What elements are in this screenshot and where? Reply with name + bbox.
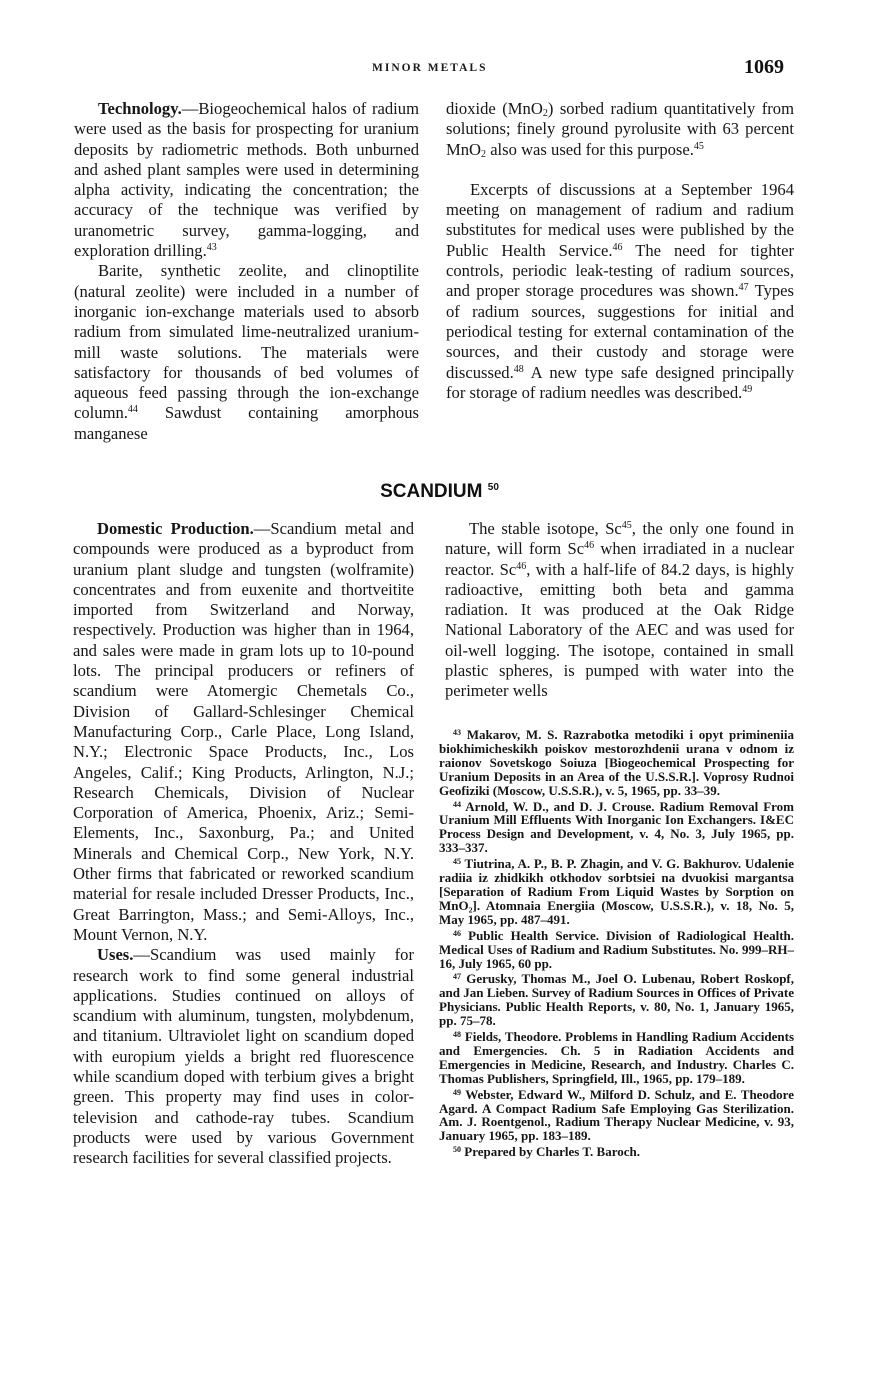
paragraph-text: Sawdust containing amorphous manganese xyxy=(74,403,419,443)
footnote-text: Makarov, M. S. Razrabotka metodiki i opyt primineniia biokhimicheskikh poiskov mestorozhdenii urana v odnom iz raionov Sovetskogo Soiuza [Biogeochemical Prospecting for Uranium Deposits in an Area of the U.S.S.R.]. Voprosy Rudnoi Geofiziki (Moscow, U.S.S.R.), v. 5, 1965, pp. 33–39. xyxy=(439,727,795,798)
top-right-column xyxy=(446,99,794,403)
footnote-number: 50 xyxy=(453,1145,461,1155)
paragraph-text: , the only one found in nature, will form Sc xyxy=(445,519,794,559)
footnote-text: Public Health Service. Division of Radiological Health. Medical Uses of Radium and Radium Substitutes. No. 999–RH–16, July 1965, 60 pp. xyxy=(439,927,795,971)
footnote-ref: 46 xyxy=(612,241,623,253)
footnote-ref: 47 xyxy=(738,282,749,294)
isotope-superscript: 46 xyxy=(516,560,527,572)
footnote-ref: 44 xyxy=(127,404,138,416)
footnote-text: Webster, Edward W., Milford D. Schulz, and E. Theodore Agard. A Compact Radium Safe Employing Gas Sterilization. Am. J. Roentgenol., Radium Therapy Nuclear Medicine, v. 93, January 1965, pp. 183–189. xyxy=(439,1086,794,1144)
footnote-number: 49 xyxy=(453,1087,461,1097)
paragraph-text: also was used for this purpose. xyxy=(486,139,694,159)
paragraph-domestic-production xyxy=(73,519,414,945)
paragraph-barite xyxy=(74,261,419,444)
footnote-text: Gerusky, Thomas M., Joel O. Lubenau, Robert Roskopf, and Jan Lieben. Survey of Radium Sources in Offices of Private Physicians. Public Health Reports, v. 80, No. 1, January 1965, pp. 75–78. xyxy=(439,971,795,1029)
running-head: MINOR METALS xyxy=(372,62,488,74)
footnote-text: Tiutrina, A. P., B. P. Zhagin, and V. G. Bakhurov. Udalenie radiia iz zhidkikh otkhodov sorbtsiei na dvuokisi margantsa [Separation of Radium From Liquid Wastes by Sorption on MnO₂]. Atomnaia Energiia (Moscow, U.S.S.R.), v. 18, No. 5, May 1965, pp. 487–491. xyxy=(439,856,795,927)
footnote-ref: 43 xyxy=(206,242,217,254)
footnote-ref: 48 xyxy=(513,363,524,375)
footnote-number: 45 xyxy=(453,857,461,867)
paragraph-uses xyxy=(73,945,414,1168)
footnote xyxy=(439,800,794,856)
paragraph-text: ) sorbed radium quantitatively from solutions; finely ground pyrolusite with 63 percent MnO xyxy=(446,99,795,159)
page-number: 1069 xyxy=(744,56,784,78)
footnote xyxy=(439,1030,794,1086)
paragraph-text: —Biogeochemical halos of radium were used as the basis for prospecting for uranium deposits by radiometric methods. Both unburned and ashed plant samples were used in determining alpha activity, indicating the concentration; the accuracy of the technique was verified by uranometric survey, gamma-logging, and exploration drilling. xyxy=(74,99,419,261)
paragraph-continued xyxy=(446,99,794,160)
paragraph-text: —Scandium metal and compounds were produced as a byproduct from uranium plant sludge and tungsten (wolframite) concentrates and from euxenite and thortveitite imported from Switzerland and Norway, respectively. Production was higher than in 1964, and sales were made in gram lots up to 10-pound lots. The principal producers or refiners of scandium were Atomergic Chemetals Co., Division of Gallard-Schlesinger Chemical Manufacturing Corp., Carle Place, Long Island, N.Y.; Electronic Space Products, Inc., Los Angeles, Calif.; King Products, Arlington, N.J.; Research Chemicals, Division of Nuclear Corporation of America, Phoenix, Ariz.; Semi-Elements, Inc., Saxonburg, Pa.; and United Minerals and Chemical Corp., New York, N.Y. Other firms that fabricated or reworked scandium material for resale included Dresser Products, Inc., Great Barrington, Mass.; and Semi-Alloys, Inc., Mount Vernon, N.Y. xyxy=(73,519,414,944)
footnote-number: 48 xyxy=(453,1030,461,1040)
paragraph-excerpts xyxy=(446,180,794,403)
footnote xyxy=(439,1088,794,1144)
footnote-number: 44 xyxy=(453,799,461,809)
footnote-text: Arnold, W. D., and D. J. Crouse. Radium Removal From Uranium Mill Effluents With Inorganic Ion Exchangers. I&EC Process Design and Development, v. 4, No. 3, July 1965, pp. 333–337. xyxy=(439,798,794,856)
run-in-heading-technology: Technology. xyxy=(98,99,182,118)
footnote-number: 43 xyxy=(453,728,461,737)
top-left-column xyxy=(74,99,419,444)
paragraph-text: A new type safe designed principally for storage of radium needles was described. xyxy=(446,362,794,402)
subscript: 2 xyxy=(481,148,487,160)
footnote-text: Fields, Theodore. Problems in Handling Radium Accidents and Emergencies. Ch. 5 in Radiation Accidents and Emergencies in Medicine, Research, and Industry. Charles C. Thomas Publishers, Springfield, Ill., 1965, pp. 179–189. xyxy=(439,1029,794,1086)
paragraph-text: when irradiated in a nuclear reactor. Sc xyxy=(445,539,795,579)
footnotes xyxy=(439,728,794,1161)
paragraph-text: —Scandium was used mainly for research work to find some general industrial applications. Studies continued on alloys of scandium with aluminum, tungsten, molybdenum, and titanium. Ultraviolet light on scandium doped with europium yields a bright red fluorescence while scandium doped with terbium gives a bright green. This property may find uses in color-television and cathode-ray tubes. Scandium products were used by various Government research facilities for several classified projects. xyxy=(73,945,414,1168)
footnote-number: 47 xyxy=(453,972,461,982)
footnote-text: Prepared by Charles T. Baroch. xyxy=(464,1144,640,1160)
subscript: 2 xyxy=(542,108,548,119)
run-in-heading-domestic-production: Domestic Production. xyxy=(97,519,254,538)
section-title-text: SCANDIUM xyxy=(380,481,483,502)
footnote-number: 46 xyxy=(453,928,461,938)
footnote xyxy=(439,929,794,971)
footnote xyxy=(439,728,794,798)
section-title xyxy=(0,481,879,503)
bottom-left-column xyxy=(73,519,414,1169)
paragraph-technology xyxy=(74,99,419,261)
footnote-ref: 50 xyxy=(487,482,499,493)
footnote xyxy=(439,972,794,1028)
bottom-right-column xyxy=(445,519,794,702)
paragraph-text: The stable isotope, Sc xyxy=(469,519,622,538)
footnote-ref: 45 xyxy=(693,140,704,152)
paragraph-text: Types of radium sources, suggestions for initial and periodical testing for external contamination of the sources, and their custody and storage were discussed. xyxy=(446,281,794,382)
paragraph-text: dioxide (MnO xyxy=(446,99,543,118)
run-in-heading-uses: Uses. xyxy=(97,945,134,965)
paragraph-text: , with a half-life of 84.2 days, is highly radioactive, emitting both beta and gamma radiation. It was produced at the Oak Ridge National Laboratory of the AEC and was used for oil-well logging. The isotope, contained in small plastic spheres, is pumped with water into the perimeter wells xyxy=(445,559,794,701)
footnote-ref: 49 xyxy=(742,383,753,395)
paragraph-text: Excerpts of discussions at a September 1964 meeting on management of radium and radium substitutes for medical uses were published by the Public Health Service. xyxy=(446,179,794,260)
isotope-superscript: 45 xyxy=(621,520,632,531)
paragraph-isotope xyxy=(445,519,794,702)
isotope-superscript: 46 xyxy=(584,540,595,552)
footnote xyxy=(439,1145,794,1159)
paragraph-text: The need for tighter controls, periodic leak-testing of radium sources, and proper storage procedures was shown. xyxy=(446,240,794,301)
footnote xyxy=(439,857,794,927)
paragraph-text: Barite, synthetic zeolite, and clinoptilite (natural zeolite) were included in a number of inorganic ion-exchange materials used to absorb radium from simulated lime-neutralized uranium-mill waste solutions. The materials were satisfactory for thousands of bed volumes of aqueous feed passing through the ion-exchange column. xyxy=(74,261,419,423)
